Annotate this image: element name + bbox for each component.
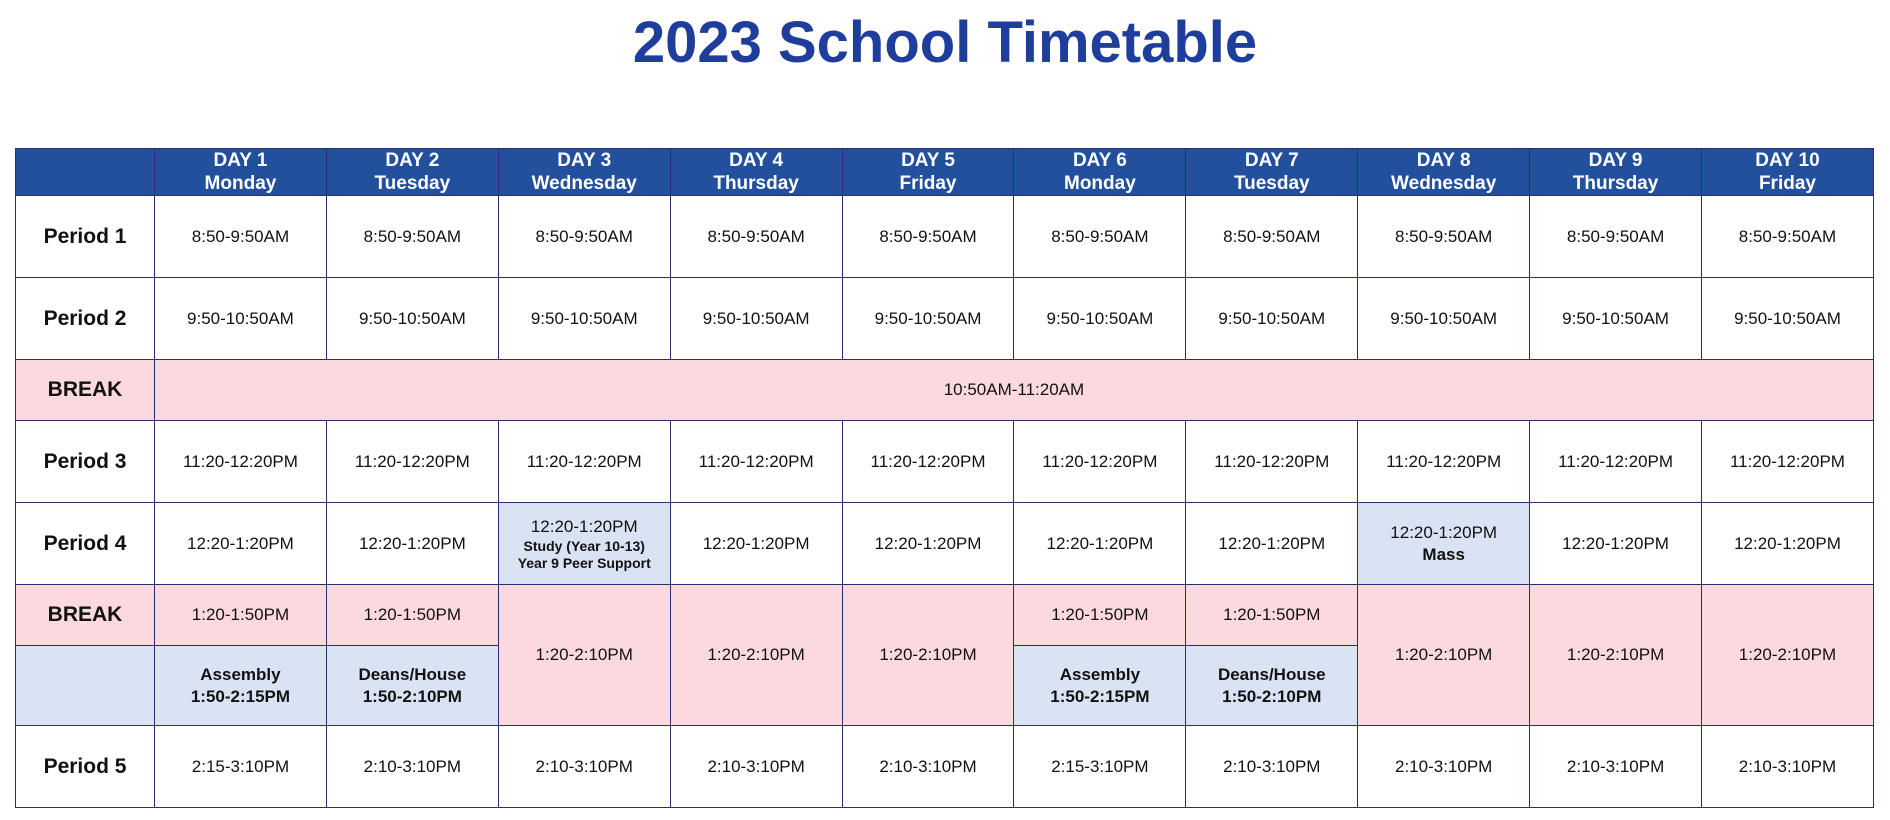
time-cell: 12:20-1:20PM: [842, 503, 1014, 585]
special-cell-mass: [1358, 503, 1530, 585]
header-day-4: DAY 4 Thursday: [670, 149, 842, 196]
deans-house-cell: Deans/House 1:50-2:10PM: [1186, 646, 1358, 726]
special-note: Study (Year 10-13): [523, 537, 645, 554]
header-day-1: DAY 1 Monday: [155, 149, 327, 196]
page-title: 2023 School Timetable: [632, 10, 1258, 75]
row-period-2: [16, 278, 1874, 360]
time-cell: 12:20-1:20PM: [1186, 503, 1358, 585]
row-label: Period 4: [16, 503, 155, 585]
time-cell: 2:10-3:10PM: [1702, 726, 1874, 808]
special-time: 12:20-1:20PM: [530, 516, 638, 536]
time-cell: 12:20-1:20PM: [1702, 503, 1874, 585]
time-cell: 11:20-12:20PM: [1702, 421, 1874, 503]
time-cell: 12:20-1:20PM: [1014, 503, 1186, 585]
header-day-3: DAY 3 Wednesday: [498, 149, 670, 196]
time-cell: 9:50-10:50AM: [498, 278, 670, 360]
break-time-cell: 1:20-2:10PM: [498, 585, 670, 726]
time-cell: 2:15-3:10PM: [1014, 726, 1186, 808]
header-day-9: DAY 9 Thursday: [1530, 149, 1702, 196]
break-time-cell: 1:20-1:50PM: [1014, 585, 1186, 646]
time-cell: 8:50-9:50AM: [670, 196, 842, 278]
header-day-10: DAY 10 Friday: [1702, 149, 1874, 196]
special-time: 12:20-1:20PM: [1390, 522, 1498, 542]
row-label: Period 5: [16, 726, 155, 808]
time-cell: 11:20-12:20PM: [670, 421, 842, 503]
time-cell: 12:20-1:20PM: [326, 503, 498, 585]
row-period-4: [16, 503, 1874, 585]
time-cell: 11:20-12:20PM: [1530, 421, 1702, 503]
special-note: Mass: [1422, 544, 1465, 564]
break-label: BREAK: [16, 360, 155, 421]
time-cell: 9:50-10:50AM: [1530, 278, 1702, 360]
row-label: Period 2: [16, 278, 155, 360]
header-day-7: DAY 7 Tuesday: [1186, 149, 1358, 196]
time-cell: 11:20-12:20PM: [326, 421, 498, 503]
break-time-cell: 1:20-2:10PM: [1358, 585, 1530, 726]
time-cell: 9:50-10:50AM: [1702, 278, 1874, 360]
time-cell: 2:10-3:10PM: [670, 726, 842, 808]
special-note: Year 9 Peer Support: [517, 554, 651, 571]
break-time-cell: 1:20-1:50PM: [155, 585, 327, 646]
time-cell: 2:10-3:10PM: [326, 726, 498, 808]
header-day-5: DAY 5 Friday: [842, 149, 1014, 196]
break-time-cell: 1:20-2:10PM: [1530, 585, 1702, 726]
row-period-3: [16, 421, 1874, 503]
row-break-2: [16, 585, 1874, 646]
time-cell: 2:15-3:10PM: [155, 726, 327, 808]
time-cell: 8:50-9:50AM: [1530, 196, 1702, 278]
time-cell: 8:50-9:50AM: [1702, 196, 1874, 278]
special-cell-study: [498, 503, 670, 585]
row-label-empty: [16, 646, 155, 726]
time-cell: 12:20-1:20PM: [670, 503, 842, 585]
time-cell: 9:50-10:50AM: [1358, 278, 1530, 360]
break-time-cell: 1:20-2:10PM: [670, 585, 842, 726]
time-cell: 12:20-1:20PM: [1530, 503, 1702, 585]
time-cell: 2:10-3:10PM: [1186, 726, 1358, 808]
time-cell: 8:50-9:50AM: [155, 196, 327, 278]
time-cell: 8:50-9:50AM: [1186, 196, 1358, 278]
time-cell: 11:20-12:20PM: [498, 421, 670, 503]
time-cell: 11:20-12:20PM: [155, 421, 327, 503]
time-cell: 11:20-12:20PM: [1186, 421, 1358, 503]
break-time-cell: 1:20-2:10PM: [1702, 585, 1874, 726]
time-cell: 8:50-9:50AM: [1358, 196, 1530, 278]
row-period-5: [16, 726, 1874, 808]
header-day-8: DAY 8 Wednesday: [1358, 149, 1530, 196]
break-time-cell: 10:50AM-11:20AM: [155, 360, 1874, 421]
header-row: [16, 149, 1874, 196]
time-cell: 11:20-12:20PM: [1014, 421, 1186, 503]
deans-house-cell: Deans/House 1:50-2:10PM: [326, 646, 498, 726]
row-period-1: [16, 196, 1874, 278]
time-cell: 9:50-10:50AM: [155, 278, 327, 360]
break-time-cell: 1:20-1:50PM: [326, 585, 498, 646]
time-cell: 9:50-10:50AM: [1014, 278, 1186, 360]
break-time-cell: 1:20-2:10PM: [842, 585, 1014, 726]
header-day-6: DAY 6 Monday: [1014, 149, 1186, 196]
break-label: BREAK: [16, 585, 155, 646]
time-cell: 9:50-10:50AM: [1186, 278, 1358, 360]
header-day-2: DAY 2 Tuesday: [326, 149, 498, 196]
header-corner: [16, 149, 155, 196]
time-cell: 2:10-3:10PM: [1358, 726, 1530, 808]
time-cell: 12:20-1:20PM: [155, 503, 327, 585]
time-cell: 9:50-10:50AM: [842, 278, 1014, 360]
time-cell: 2:10-3:10PM: [1530, 726, 1702, 808]
timetable: [15, 148, 1874, 808]
assembly-cell: Assembly 1:50-2:15PM: [155, 646, 327, 726]
time-cell: 9:50-10:50AM: [326, 278, 498, 360]
time-cell: 8:50-9:50AM: [1014, 196, 1186, 278]
time-cell: 9:50-10:50AM: [670, 278, 842, 360]
row-label: Period 3: [16, 421, 155, 503]
assembly-cell: Assembly 1:50-2:15PM: [1014, 646, 1186, 726]
time-cell: 2:10-3:10PM: [498, 726, 670, 808]
time-cell: 8:50-9:50AM: [326, 196, 498, 278]
time-cell: 11:20-12:20PM: [842, 421, 1014, 503]
row-label: Period 1: [16, 196, 155, 278]
time-cell: 11:20-12:20PM: [1358, 421, 1530, 503]
break-time-cell: 1:20-1:50PM: [1186, 585, 1358, 646]
time-cell: 8:50-9:50AM: [498, 196, 670, 278]
time-cell: 2:10-3:10PM: [842, 726, 1014, 808]
row-break-1: [16, 360, 1874, 421]
time-cell: 8:50-9:50AM: [842, 196, 1014, 278]
